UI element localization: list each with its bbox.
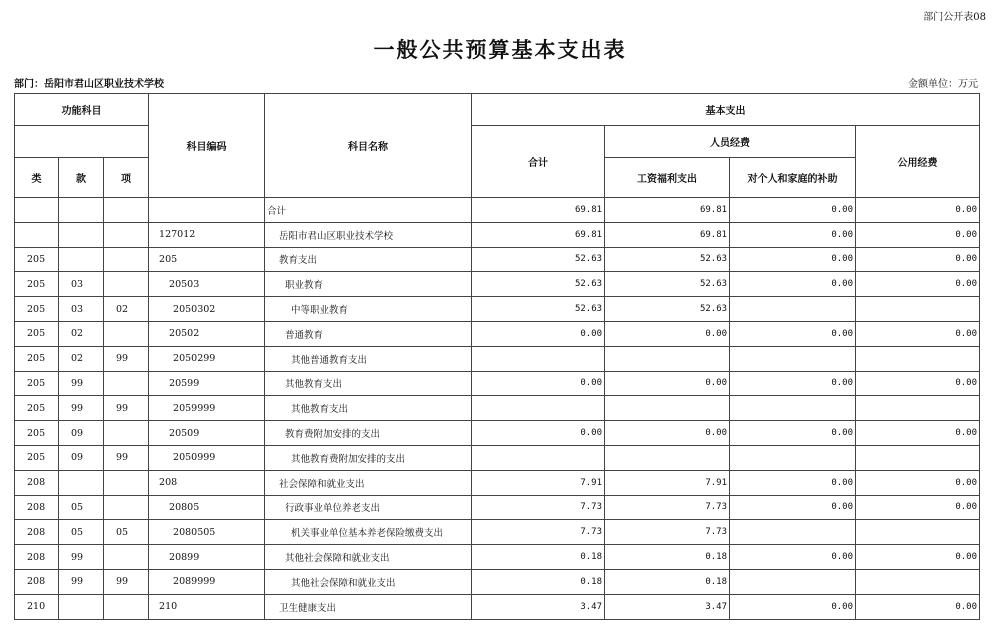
lei-cell: 205 [15, 371, 59, 396]
total-cell: 0.18 [472, 569, 605, 594]
xiang-cell [104, 222, 149, 247]
lei-cell: 210 [15, 594, 59, 619]
total-cell: 52.63 [472, 272, 605, 297]
xiang-cell [104, 247, 149, 272]
table-row [15, 520, 980, 545]
header-xiang: 项 [104, 158, 149, 198]
subsidy-cell [730, 520, 856, 545]
subject-code-cell: 20899 [149, 545, 265, 570]
table-row [15, 272, 980, 297]
public-cell: 0.00 [856, 470, 980, 495]
subsidy-cell: 0.00 [730, 545, 856, 570]
header-lei: 类 [15, 158, 59, 198]
subsidy-cell: 0.00 [730, 198, 856, 223]
subject-code-cell: 20502 [149, 321, 265, 346]
kuan-cell: 03 [59, 272, 104, 297]
public-cell: 0.00 [856, 272, 980, 297]
subsidy-cell: 0.00 [730, 272, 856, 297]
xiang-cell [104, 198, 149, 223]
kuan-cell: 05 [59, 495, 104, 520]
xiang-cell: 99 [104, 396, 149, 421]
xiang-cell [104, 421, 149, 446]
public-cell: 0.00 [856, 545, 980, 570]
subject-name-cell: 其他社会保障和就业支出 [265, 569, 472, 594]
lei-cell: 208 [15, 520, 59, 545]
total-cell: 69.81 [472, 222, 605, 247]
salary-cell: 0.00 [605, 371, 730, 396]
public-cell: 0.00 [856, 247, 980, 272]
public-cell: 0.00 [856, 421, 980, 446]
header-basic-expense: 基本支出 [472, 94, 980, 126]
xiang-cell: 99 [104, 346, 149, 371]
public-cell [856, 396, 980, 421]
lei-cell: 205 [15, 445, 59, 470]
subject-code-cell: 208 [149, 470, 265, 495]
xiang-cell: 99 [104, 569, 149, 594]
subsidy-cell: 0.00 [730, 321, 856, 346]
table-row [15, 470, 980, 495]
subsidy-cell [730, 396, 856, 421]
subject-code-cell: 2089999 [149, 569, 265, 594]
header-subject-name: 科目名称 [265, 94, 472, 198]
lei-cell: 205 [15, 321, 59, 346]
subject-code-cell [149, 198, 265, 223]
subject-code-cell: 20599 [149, 371, 265, 396]
public-cell: 0.00 [856, 198, 980, 223]
subject-name-cell: 职业教育 [265, 272, 472, 297]
subject-name-cell: 其他社会保障和就业支出 [265, 545, 472, 570]
table-row [15, 198, 980, 223]
salary-cell: 0.18 [605, 569, 730, 594]
salary-cell [605, 396, 730, 421]
subject-code-cell: 127012 [149, 222, 265, 247]
kuan-cell: 02 [59, 321, 104, 346]
subject-code-cell: 20805 [149, 495, 265, 520]
subject-code-cell: 2050999 [149, 445, 265, 470]
subject-name-cell: 岳阳市君山区职业技术学校 [265, 222, 472, 247]
xiang-cell [104, 371, 149, 396]
salary-cell: 7.73 [605, 520, 730, 545]
budget-table [14, 93, 980, 620]
xiang-cell: 05 [104, 520, 149, 545]
table-row [15, 445, 980, 470]
subject-code-cell: 2050299 [149, 346, 265, 371]
subject-code-cell: 2050302 [149, 297, 265, 322]
xiang-cell [104, 321, 149, 346]
kuan-cell [59, 594, 104, 619]
salary-cell: 52.63 [605, 297, 730, 322]
table-row [15, 421, 980, 446]
salary-cell: 69.81 [605, 198, 730, 223]
public-cell [856, 520, 980, 545]
public-cell [856, 445, 980, 470]
salary-cell: 7.91 [605, 470, 730, 495]
total-cell: 52.63 [472, 297, 605, 322]
table-row [15, 321, 980, 346]
header-kuan: 款 [59, 158, 104, 198]
subject-name-cell: 社会保障和就业支出 [265, 470, 472, 495]
total-cell [472, 346, 605, 371]
header-func-spacer [15, 126, 149, 158]
xiang-cell: 99 [104, 445, 149, 470]
lei-cell: 205 [15, 247, 59, 272]
header-personnel: 人员经费 [605, 126, 856, 158]
subject-name-cell: 行政事业单位养老支出 [265, 495, 472, 520]
header-total: 合计 [472, 126, 605, 198]
subject-code-cell: 2080505 [149, 520, 265, 545]
subject-name-cell: 其他教育支出 [265, 371, 472, 396]
subject-name-cell: 教育支出 [265, 247, 472, 272]
total-cell: 0.00 [472, 421, 605, 446]
table-row [15, 569, 980, 594]
public-cell: 0.00 [856, 371, 980, 396]
kuan-cell: 09 [59, 421, 104, 446]
salary-cell: 3.47 [605, 594, 730, 619]
xiang-cell: 02 [104, 297, 149, 322]
lei-cell: 208 [15, 545, 59, 570]
subsidy-cell: 0.00 [730, 594, 856, 619]
table-row [15, 371, 980, 396]
lei-cell: 208 [15, 569, 59, 594]
department-label: 部门：岳阳市君山区职业技术学校 [14, 79, 164, 90]
public-cell [856, 569, 980, 594]
lei-cell [15, 198, 59, 223]
subsidy-cell [730, 297, 856, 322]
total-cell: 0.18 [472, 545, 605, 570]
subject-name-cell: 合计 [265, 198, 472, 223]
salary-cell [605, 346, 730, 371]
total-cell [472, 445, 605, 470]
subject-code-cell: 210 [149, 594, 265, 619]
subsidy-cell: 0.00 [730, 421, 856, 446]
table-row [15, 545, 980, 570]
salary-cell: 69.81 [605, 222, 730, 247]
total-cell: 0.00 [472, 321, 605, 346]
kuan-cell: 03 [59, 297, 104, 322]
subject-code-cell: 20503 [149, 272, 265, 297]
kuan-cell [59, 222, 104, 247]
subject-name-cell: 其他教育支出 [265, 396, 472, 421]
table-row [15, 247, 980, 272]
unit-label: 金额单位：万元 [908, 79, 978, 90]
xiang-cell [104, 272, 149, 297]
kuan-cell: 99 [59, 545, 104, 570]
subsidy-cell [730, 569, 856, 594]
table-row [15, 222, 980, 247]
public-cell [856, 297, 980, 322]
subject-code-cell: 20509 [149, 421, 265, 446]
kuan-cell [59, 470, 104, 495]
table-row [15, 396, 980, 421]
subject-name-cell: 其他普通教育支出 [265, 346, 472, 371]
subject-name-cell: 教育费附加安排的支出 [265, 421, 472, 446]
xiang-cell [104, 594, 149, 619]
total-cell: 0.00 [472, 371, 605, 396]
xiang-cell [104, 545, 149, 570]
subject-name-cell: 中等职业教育 [265, 297, 472, 322]
header-func-subject: 功能科目 [15, 94, 149, 126]
salary-cell: 0.00 [605, 421, 730, 446]
subsidy-cell: 0.00 [730, 371, 856, 396]
kuan-cell: 05 [59, 520, 104, 545]
public-cell: 0.00 [856, 321, 980, 346]
subject-code-cell: 2059999 [149, 396, 265, 421]
public-cell [856, 346, 980, 371]
table-code: 部门公开表08 [923, 12, 986, 23]
public-cell: 0.00 [856, 594, 980, 619]
kuan-cell: 99 [59, 371, 104, 396]
salary-cell: 0.00 [605, 321, 730, 346]
table-row [15, 297, 980, 322]
subsidy-cell [730, 445, 856, 470]
salary-cell: 0.18 [605, 545, 730, 570]
total-cell: 7.91 [472, 470, 605, 495]
header-public: 公用经费 [856, 126, 980, 198]
public-cell: 0.00 [856, 222, 980, 247]
kuan-cell: 99 [59, 569, 104, 594]
subject-name-cell: 其他教育费附加安排的支出 [265, 445, 472, 470]
table-row [15, 594, 980, 619]
table-row [15, 346, 980, 371]
subsidy-cell [730, 346, 856, 371]
lei-cell: 208 [15, 495, 59, 520]
lei-cell: 205 [15, 297, 59, 322]
total-cell: 3.47 [472, 594, 605, 619]
kuan-cell: 09 [59, 445, 104, 470]
subsidy-cell: 0.00 [730, 247, 856, 272]
total-cell: 69.81 [472, 198, 605, 223]
kuan-cell [59, 198, 104, 223]
subject-name-cell: 卫生健康支出 [265, 594, 472, 619]
lei-cell: 205 [15, 272, 59, 297]
lei-cell: 205 [15, 346, 59, 371]
kuan-cell: 99 [59, 396, 104, 421]
lei-cell: 208 [15, 470, 59, 495]
subsidy-cell: 0.00 [730, 470, 856, 495]
subject-code-cell: 205 [149, 247, 265, 272]
lei-cell: 205 [15, 421, 59, 446]
total-cell: 52.63 [472, 247, 605, 272]
subsidy-cell: 0.00 [730, 222, 856, 247]
kuan-cell: 02 [59, 346, 104, 371]
page-title: 一般公共预算基本支出表 [373, 38, 627, 62]
subject-name-cell: 机关事业单位基本养老保险缴费支出 [265, 520, 472, 545]
public-cell: 0.00 [856, 495, 980, 520]
total-cell [472, 396, 605, 421]
lei-cell: 205 [15, 396, 59, 421]
header-salary: 工资福利支出 [605, 158, 730, 198]
xiang-cell [104, 470, 149, 495]
header-subject-code: 科目编码 [149, 94, 265, 198]
lei-cell [15, 222, 59, 247]
xiang-cell [104, 495, 149, 520]
kuan-cell [59, 247, 104, 272]
subject-name-cell: 普通教育 [265, 321, 472, 346]
salary-cell: 52.63 [605, 247, 730, 272]
table-row [15, 495, 980, 520]
total-cell: 7.73 [472, 520, 605, 545]
salary-cell: 7.73 [605, 495, 730, 520]
header-subsidy: 对个人和家庭的补助 [730, 158, 856, 198]
salary-cell [605, 445, 730, 470]
salary-cell: 52.63 [605, 272, 730, 297]
subsidy-cell: 0.00 [730, 495, 856, 520]
total-cell: 7.73 [472, 495, 605, 520]
